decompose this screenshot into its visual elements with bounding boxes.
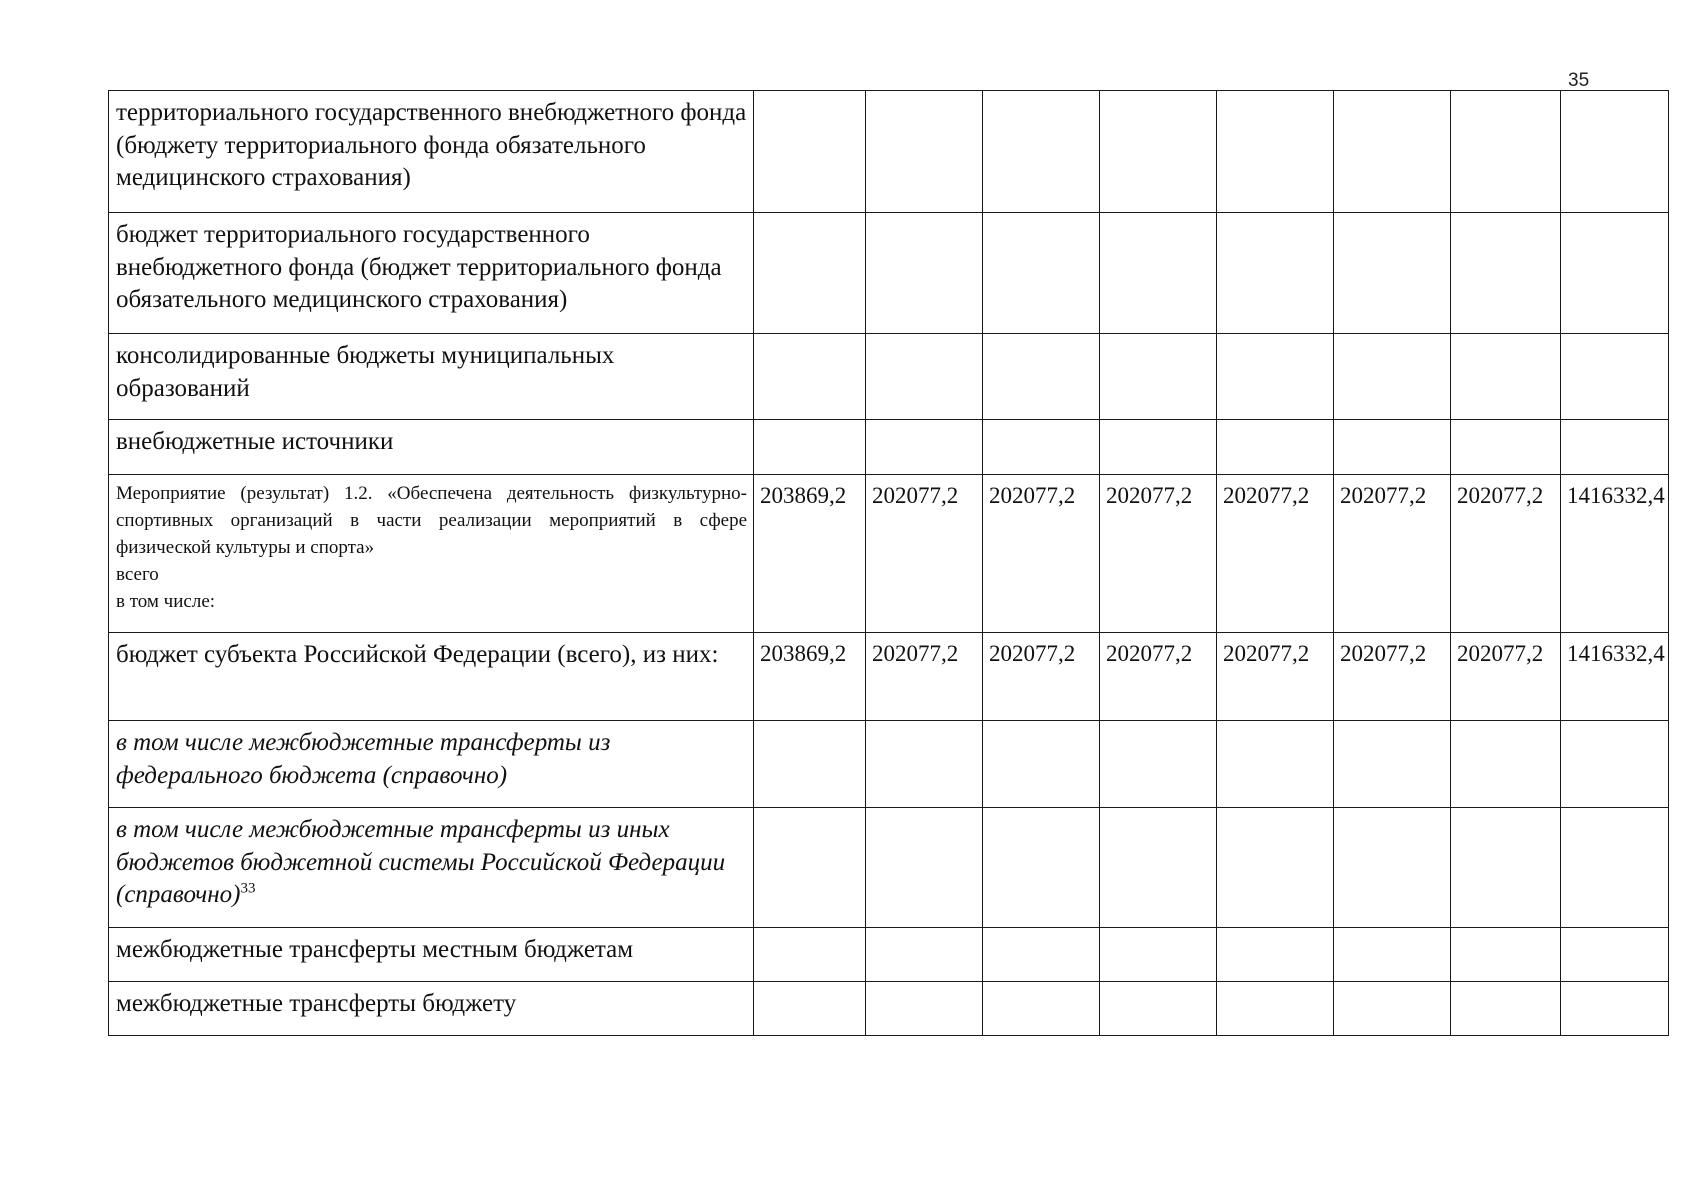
value-cell	[754, 91, 866, 213]
value-cell: 202077,2	[983, 475, 1100, 633]
value-cell	[983, 721, 1100, 808]
value-cell	[1217, 420, 1334, 475]
value-cell: 202077,2	[1451, 475, 1561, 633]
page-number: 35	[1568, 70, 1590, 91]
value-cell: 1416332,4	[1561, 633, 1669, 721]
value-cell	[1451, 721, 1561, 808]
value-cell	[1334, 213, 1451, 334]
value-cell	[754, 982, 866, 1036]
value-cell	[1334, 334, 1451, 420]
value-cell	[1100, 420, 1217, 475]
value-cell	[1451, 334, 1561, 420]
value-cell	[1100, 982, 1217, 1036]
table-row	[109, 982, 1669, 1036]
activity-including-label: в том числе:	[116, 590, 216, 612]
value-cell	[1451, 928, 1561, 982]
table-row	[109, 91, 1669, 213]
value-cell	[866, 982, 983, 1036]
value-cell: 202077,2	[1217, 633, 1334, 721]
row-label	[109, 808, 754, 928]
value-cell	[1217, 91, 1334, 213]
value-cell	[1100, 808, 1217, 928]
value-cell	[1451, 808, 1561, 928]
value-cell	[754, 928, 866, 982]
value-cell	[1561, 420, 1669, 475]
value-cell	[754, 721, 866, 808]
budget-table	[108, 90, 1669, 1036]
table-row	[109, 928, 1669, 982]
row-label: территориального государственного внебюджетного фонда (бюджету территориального фонда обязательного медицинского страхования)	[109, 91, 754, 213]
value-cell	[983, 420, 1100, 475]
value-cell: 1416332,4	[1561, 475, 1669, 633]
value-cell	[1217, 721, 1334, 808]
value-cell	[754, 334, 866, 420]
table-row	[109, 334, 1669, 420]
value-cell	[866, 420, 983, 475]
value-cell	[866, 334, 983, 420]
value-cell: 202077,2	[983, 633, 1100, 721]
value-cell: 202077,2	[866, 475, 983, 633]
value-cell: 202077,2	[866, 633, 983, 721]
value-cell	[1334, 982, 1451, 1036]
value-cell	[1451, 420, 1561, 475]
value-cell	[1334, 808, 1451, 928]
value-cell	[866, 91, 983, 213]
value-cell	[1100, 91, 1217, 213]
row-label: межбюджетные трансферты местным бюджетам	[109, 928, 754, 982]
value-cell	[1217, 928, 1334, 982]
row-label: бюджет территориального государственного внебюджетного фонда (бюджет территориального фонда обязательного медицинского страхования)	[109, 213, 754, 334]
row-label: внебюджетные источники	[109, 420, 754, 475]
value-cell	[1451, 213, 1561, 334]
table-row	[109, 808, 1669, 928]
value-cell	[1217, 808, 1334, 928]
value-cell	[866, 721, 983, 808]
value-cell	[1451, 91, 1561, 213]
value-cell	[983, 91, 1100, 213]
value-cell	[1561, 928, 1669, 982]
value-cell	[1451, 982, 1561, 1036]
value-cell	[1561, 213, 1669, 334]
activity-total-label: всего	[116, 563, 159, 585]
value-cell	[1561, 808, 1669, 928]
table-row	[109, 721, 1669, 808]
value-cell	[983, 213, 1100, 334]
value-cell: 202077,2	[1217, 475, 1334, 633]
value-cell: 202077,2	[1100, 633, 1217, 721]
value-cell	[1100, 721, 1217, 808]
table-row	[109, 633, 1669, 721]
value-cell	[983, 808, 1100, 928]
value-cell: 202077,2	[1451, 633, 1561, 721]
row-label-text: в том числе межбюджетные трансферты из иных бюджетов бюджетной системы Российской Федерации (справочно)	[116, 816, 726, 908]
value-cell	[1100, 928, 1217, 982]
value-cell: 202077,2	[1334, 633, 1451, 721]
value-cell	[754, 213, 866, 334]
activity-title: Мероприятие (результат) 1.2. «Обеспечена деятельность физкультурно-спортивных организаций в части реализации мероприятий в сфере физической культуры и спорта»	[116, 483, 747, 558]
value-cell	[1334, 91, 1451, 213]
value-cell	[1100, 334, 1217, 420]
value-cell	[754, 808, 866, 928]
table-row	[109, 475, 1669, 633]
value-cell: 203869,2	[754, 475, 866, 633]
row-label: межбюджетные трансферты бюджету	[109, 982, 754, 1036]
value-cell	[1561, 721, 1669, 808]
value-cell	[983, 334, 1100, 420]
value-cell	[1334, 420, 1451, 475]
value-cell	[866, 808, 983, 928]
row-label: в том числе межбюджетные трансферты из федерального бюджета (справочно)	[109, 721, 754, 808]
value-cell	[1561, 334, 1669, 420]
value-cell	[866, 928, 983, 982]
value-cell	[1561, 982, 1669, 1036]
row-label: консолидированные бюджеты муниципальных образований	[109, 334, 754, 420]
value-cell	[1561, 91, 1669, 213]
row-label: бюджет субъекта Российской Федерации (всего), из них:	[109, 633, 754, 721]
value-cell	[1334, 721, 1451, 808]
value-cell: 203869,2	[754, 633, 866, 721]
value-cell	[983, 982, 1100, 1036]
value-cell	[866, 213, 983, 334]
value-cell	[1217, 213, 1334, 334]
value-cell	[1217, 982, 1334, 1036]
table-row	[109, 420, 1669, 475]
value-cell	[754, 420, 866, 475]
value-cell	[1334, 928, 1451, 982]
value-cell	[983, 928, 1100, 982]
value-cell	[1217, 334, 1334, 420]
value-cell: 202077,2	[1334, 475, 1451, 633]
value-cell: 202077,2	[1100, 475, 1217, 633]
table-row	[109, 213, 1669, 334]
footnote-marker: 33	[240, 880, 256, 897]
row-label	[109, 475, 754, 633]
value-cell	[1100, 213, 1217, 334]
